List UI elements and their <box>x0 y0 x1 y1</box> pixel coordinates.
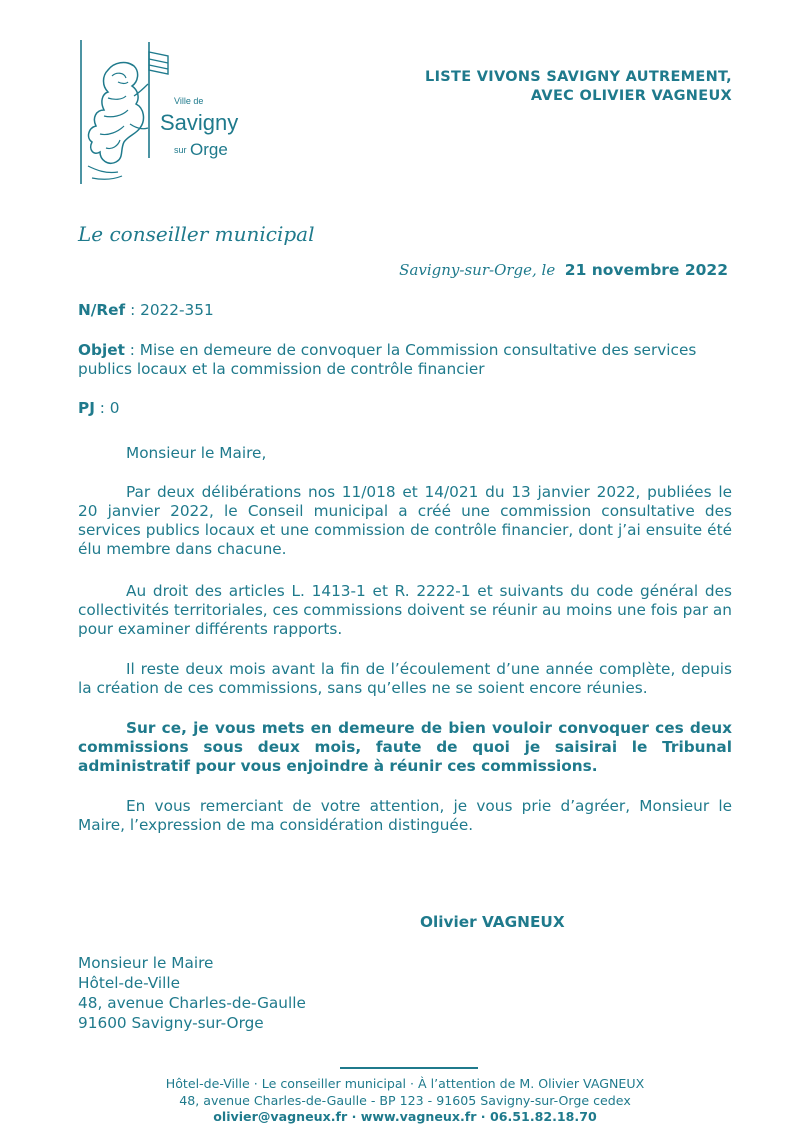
signature-name: Olivier VAGNEUX <box>420 913 565 931</box>
footer-line1: Hôtel-de-Ville · Le conseiller municipal · À l’attention de M. Olivier VAGNEUX <box>165 1076 645 1091</box>
lion-rampant-icon <box>78 38 243 188</box>
subject-line <box>78 341 732 379</box>
list-title <box>425 68 732 106</box>
footer-line2: 48, avenue Charles-de-Gaulle - BP 123 - 91605 Savigny-sur-Orge cedex <box>179 1092 631 1108</box>
paragraph-3: Il reste deux mois avant la fin de l’écoulement d’une année complète, depuis la création de ces commissions, sans qu’elles ne se soient encore réunies. <box>78 660 732 697</box>
list-title-line1: LISTE VIVONS SAVIGNY AUTREMENT, <box>425 69 732 85</box>
logo-text-savigny: Savigny <box>160 110 239 135</box>
city-logo <box>78 38 243 188</box>
recipient-line: 91600 Savigny-sur-Orge <box>78 1014 264 1032</box>
footer <box>0 1076 810 1126</box>
recipient-line: Monsieur le Maire <box>78 954 214 972</box>
subject-label: Objet <box>78 341 125 359</box>
recipient-line: 48, avenue Charles-de-Gaulle <box>78 994 306 1012</box>
salutation: Monsieur le Maire, <box>126 444 267 462</box>
dateline <box>399 261 728 279</box>
reference-line <box>78 301 732 320</box>
paragraph-formal-notice: Sur ce, je vous mets en demeure de bien vouloir convoquer ces deux commissions sous deux mois, faute de quoi je saisirai le Tribunal administratif pour vous enjoindre à réunir ces commissions. <box>78 719 732 775</box>
ref-value: : 2022-351 <box>125 301 214 319</box>
logo-text-sur: sur <box>174 145 187 155</box>
attachments-label: PJ <box>78 399 95 417</box>
list-title-line2: AVEC OLIVIER VAGNEUX <box>530 88 732 104</box>
attachments-line <box>78 399 732 418</box>
paragraph-1: Par deux délibérations nos 11/018 et 14/021 du 13 janvier 2022, publiées le 20 janvier 2022, le Conseil municipal a créé une commission consultative des services publics locaux et une commission de contrôle financier, dont j’ai ensuite été élu membre dans chacune. <box>78 483 732 558</box>
paragraph-2: Au droit des articles L. 1413-1 et R. 2222-1 et suivants du code général des collectivités territoriales, ces commissions doivent se réunir au moins une fois par an pour examiner différents rapports. <box>78 582 732 638</box>
footer-contact[interactable]: olivier@vagneux.fr · www.vagneux.fr · 06.51.82.18.70 <box>213 1109 597 1124</box>
dateline-place: Savigny-sur-Orge, le <box>399 261 556 279</box>
ref-label: N/Ref <box>78 301 126 319</box>
recipient-address <box>78 953 306 1033</box>
attachments-value: : 0 <box>94 399 120 417</box>
sender-role: Le conseiller municipal <box>78 222 315 246</box>
dateline-date: 21 novembre 2022 <box>564 261 728 279</box>
footer-divider <box>340 1067 478 1069</box>
logo-text-ville-de: Ville de <box>174 96 204 106</box>
subject-value: : Mise en demeure de convoquer la Commission consultative des services publics locaux et la commission de contrôle financier <box>78 341 697 378</box>
logo-text-orge: Orge <box>190 140 228 159</box>
recipient-line: Hôtel-de-Ville <box>78 974 181 992</box>
paragraph-closing: En vous remerciant de votre attention, je vous prie d’agréer, Monsieur le Maire, l’expression de ma considération distinguée. <box>78 797 732 834</box>
